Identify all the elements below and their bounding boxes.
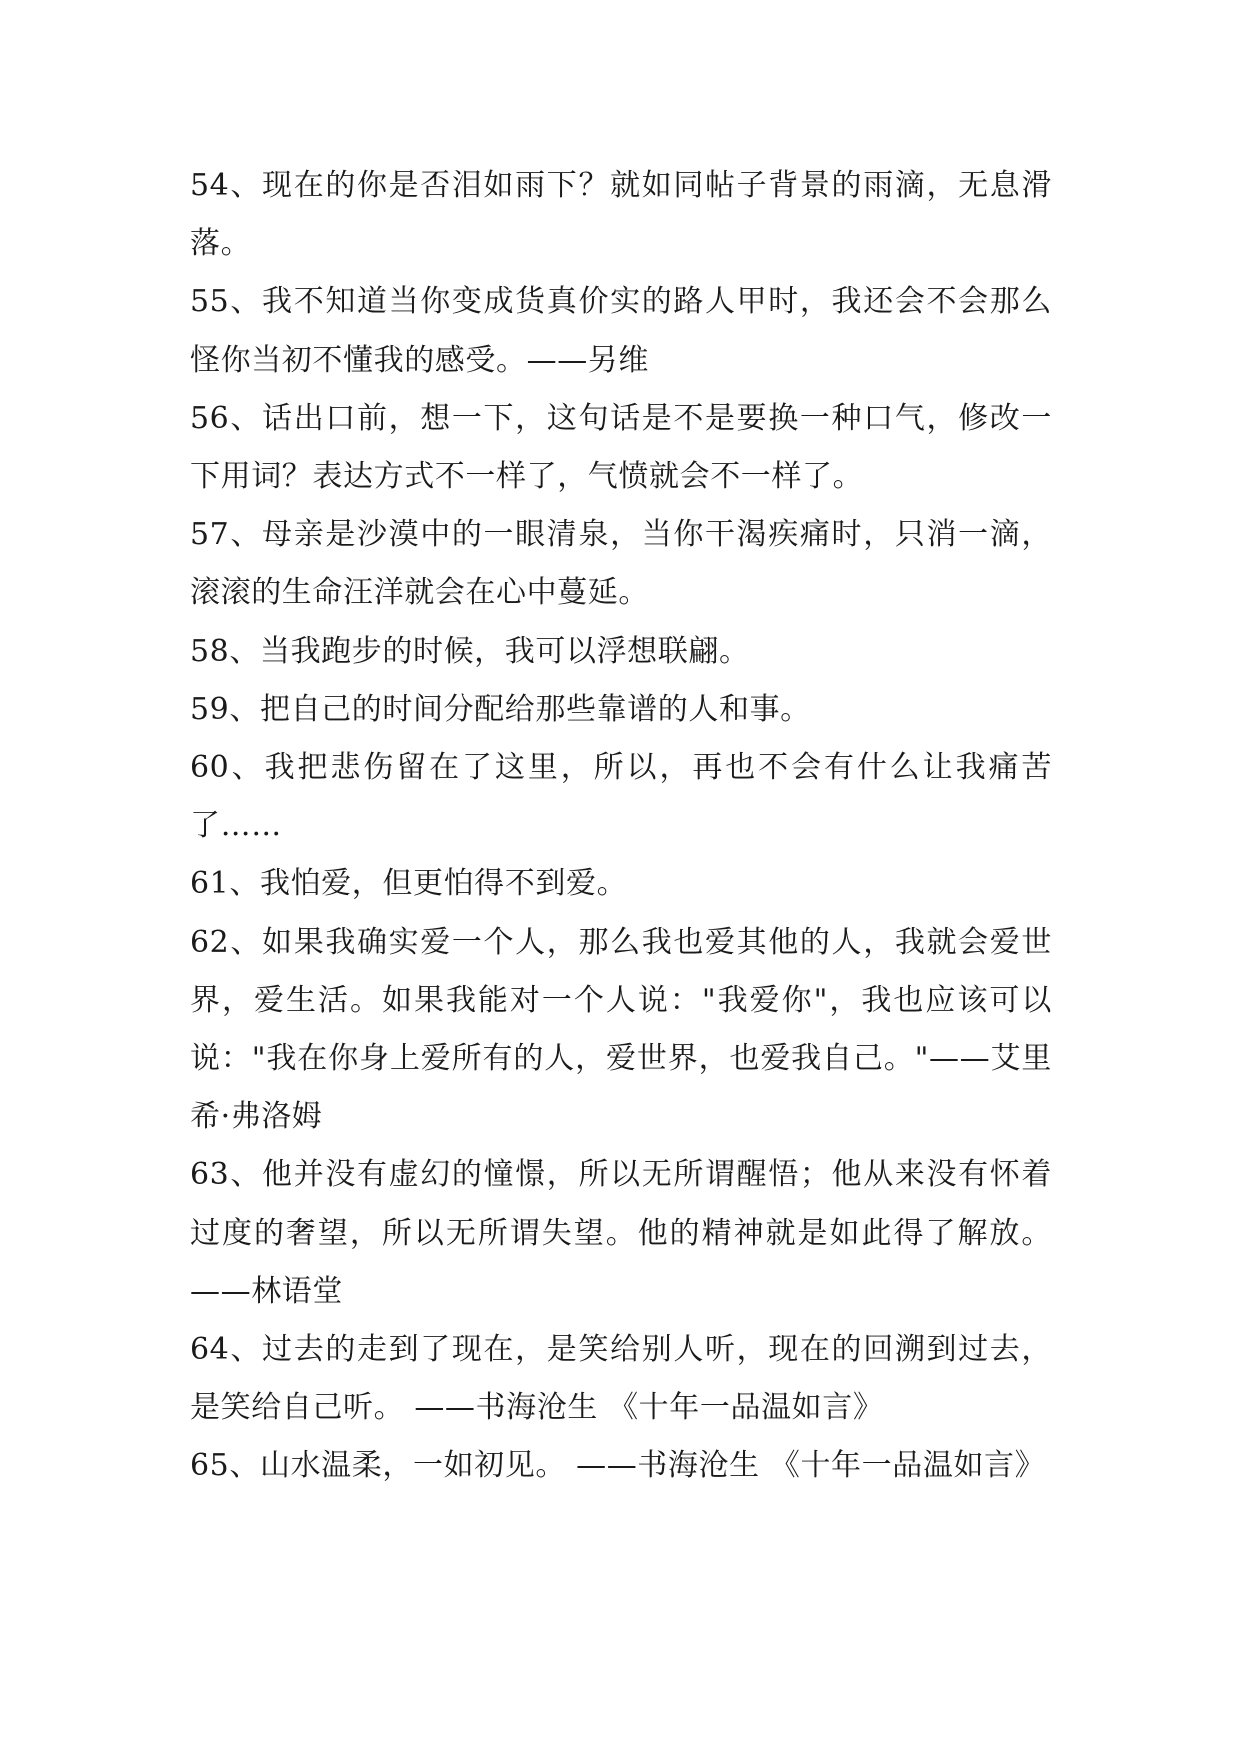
quote-entry-62: 62、如果我确实爱一个人，那么我也爱其他的人，我就会爱世界，爱生活。如果我能对一个人说："我爱你"，我也应该可以说："我在你身上爱所有的人，爱世界，也爱我自己。"——艾里希·弗洛姆 [190, 924, 1052, 1135]
quote-entry-64: 64、过去的走到了现在，是笑给别人听，现在的回溯到过去，是笑给自己听。 ——书海沧生 《十年一品温如言》 [190, 1332, 1052, 1426]
quote-entry-63: 63、他并没有虚幻的憧憬，所以无所谓醒悟；他从来没有怀着过度的奢望，所以无所谓失望。他的精神就是如此得了解放。——林语堂 [190, 1157, 1052, 1309]
quote-entry-65: 65、山水温柔，一如初见。 ——书海沧生 《十年一品温如言》 [190, 1448, 1046, 1484]
quote-entry-54: 54、现在的你是否泪如雨下？就如同帖子背景的雨滴，无息滑落。 [190, 168, 1052, 262]
quote-entry-61: 61、我怕爱，但更怕得不到爱。 [190, 866, 628, 902]
quote-entry-57: 57、母亲是沙漠中的一眼清泉，当你干渴疾痛时，只消一滴，滚滚的生命汪洋就会在心中蔓延。 [190, 517, 1052, 611]
quote-entry-58: 58、当我跑步的时候，我可以浮想联翩。 [190, 633, 750, 669]
quote-entry-55: 55、我不知道当你变成货真价实的路人甲时，我还会不会那么怪你当初不懂我的感受。——另维 [190, 284, 1052, 378]
quote-list [190, 157, 1052, 1496]
quote-entry-56: 56、话出口前，想一下，这句话是不是要换一种口气，修改一下用词？表达方式不一样了，气愤就会不一样了。 [190, 400, 1052, 495]
quote-entry-60: 60、我把悲伤留在了这里，所以，再也不会有什么让我痛苦了…… [190, 750, 1052, 844]
quote-entry-59: 59、把自己的时间分配给那些靠谱的人和事。 [190, 691, 811, 727]
